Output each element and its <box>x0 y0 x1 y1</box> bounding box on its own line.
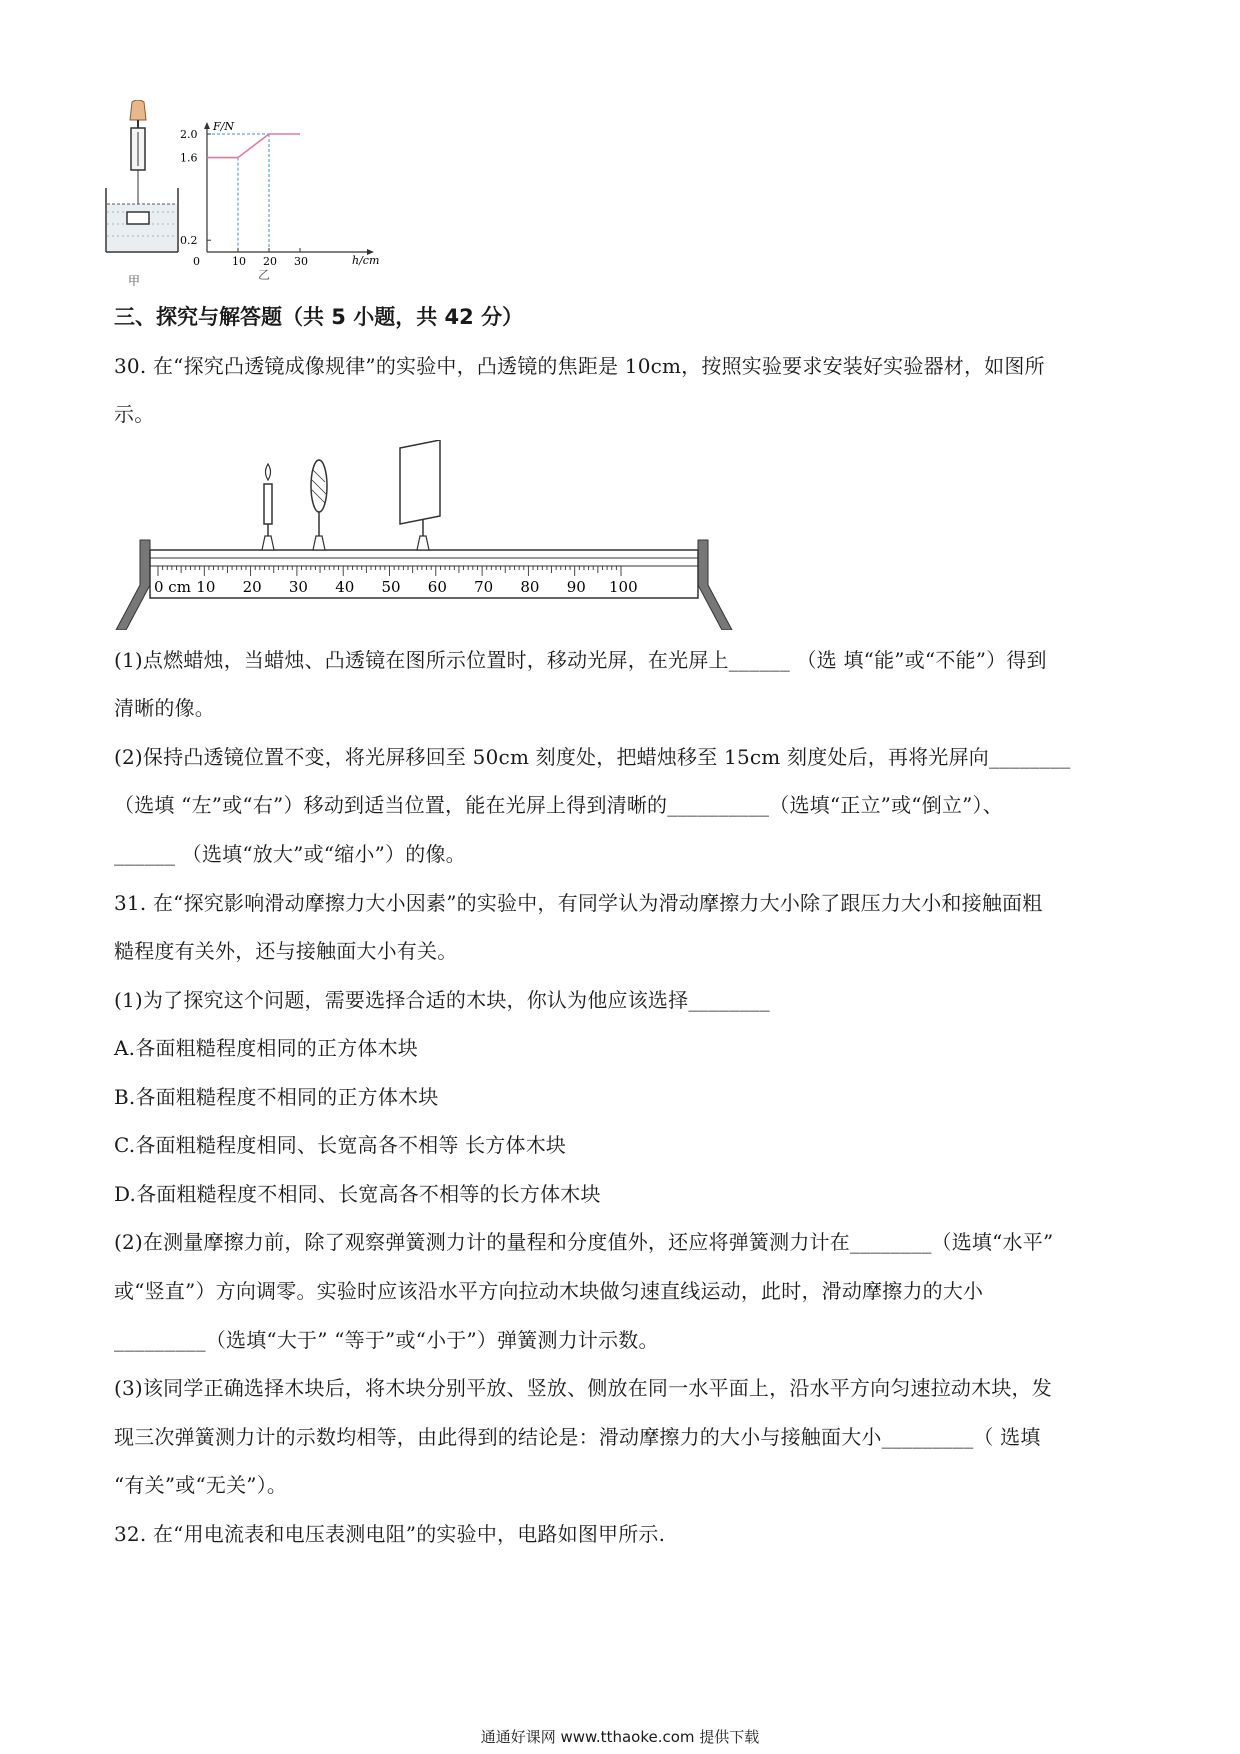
light-screen <box>400 440 440 550</box>
force-line <box>207 134 300 158</box>
bench-tick-label: 100 <box>609 578 638 596</box>
bench-tick-label: 50 <box>381 578 401 596</box>
q30-part2-line2: （选填 “左”或“右”）移动到适当位置，能在光屏上得到清晰的__________（选填“正立”或“倒立”）、 <box>114 793 1003 817</box>
q31-part3-line2: 现三次弹簧测力计的示数均相等，由此得到的结论是：滑动摩擦力的大小与接触面大小_________（ 选填 <box>114 1425 1041 1449</box>
q30-part1-line1: (1)点燃蜡烛，当蜡烛、凸透镜在图所示位置时，移动光屏，在光屏上______ （选 填“能”或“不能”）得到 <box>114 648 1047 672</box>
q31-stem-line2: 糙程度有关外，还与接触面大小有关。 <box>114 939 458 963</box>
bench-tick-label: 10 <box>196 578 216 596</box>
y-tick-label: 0.2 <box>180 234 198 248</box>
convex-lens <box>311 460 327 550</box>
section-heading: 三、探究与解答题（共 5 小题，共 42 分） <box>114 305 524 329</box>
y-axis-label: F/N <box>213 120 234 133</box>
q30-stem-line1: 30. 在“探究凸透镜成像规律”的实验中，凸透镜的焦距是 10cm，按照实验要求安装好实验器材，如图所 <box>114 354 1045 378</box>
q30-part1-line2: 清晰的像。 <box>114 696 215 720</box>
bench-tick-label: 20 <box>242 578 262 596</box>
q30-part2-line1: (2)保持凸透镜位置不变，将光屏移回至 50cm 刻度处，把蜡烛移至 15cm 刻度处后，再将光屏向________ <box>114 745 1071 769</box>
force-depth-graph <box>160 120 390 270</box>
page-footer: 通通好课网 www.tthaoke.com 提供下载 <box>480 1728 760 1746</box>
bench-tick-label: 30 <box>288 578 308 596</box>
bench-tick-label: 80 <box>520 578 540 596</box>
q31-option-c: C.各面粗糙程度相同、长宽高各不相等 长方体木块 <box>114 1133 567 1157</box>
candle <box>262 464 274 550</box>
figure-label-yi: 乙 <box>258 268 271 282</box>
q31-option-a: A.各面粗糙程度相同的正方体木块 <box>114 1036 419 1060</box>
y-tick-label: 1.6 <box>180 151 198 165</box>
q32-stem-line1: 32. 在“用电流表和电压表测电阻”的实验中，电路如图甲所示. <box>114 1522 666 1546</box>
q31-stem-line1: 31. 在“探究影响滑动摩擦力大小因素”的实验中，有同学认为滑动摩擦力大小除了跟压力大小和接触面粗 <box>114 891 1043 915</box>
x-tick-label: 10 <box>232 255 246 268</box>
q30-part2-line3: ______ （选填“放大”或“缩小”）的像。 <box>114 842 466 866</box>
q31-part1: (1)为了探究这个问题，需要选择合适的木块，你认为他应该选择________ <box>114 988 770 1012</box>
bench-tick-label: 70 <box>474 578 494 596</box>
x-tick-label: 30 <box>294 255 308 268</box>
bench-tick-label: 40 <box>335 578 355 596</box>
optical-bench-figure <box>110 440 750 630</box>
q31-part2-line1: (2)在测量摩擦力前，除了观察弹簧测力计的量程和分度值外，还应将弹簧测力计在________（选填“水平” <box>114 1230 1054 1254</box>
figure-label-jia: 甲 <box>128 274 141 288</box>
q31-part3-line1: (3)该同学正确选择木块后，将木块分别平放、竖放、侧放在同一水平面上，沿水平方向匀速拉动木块，发 <box>114 1376 1052 1400</box>
q30-stem-line2: 示。 <box>114 402 155 426</box>
q31-option-d: D.各面粗糙程度不相同、长宽高各不相等的长方体木块 <box>114 1182 601 1206</box>
x-axis-label: h/cm <box>352 254 380 267</box>
y-tick-label: 2.0 <box>180 128 198 141</box>
bench-tick-label: 60 <box>427 578 447 596</box>
x-tick-label: 20 <box>263 255 277 268</box>
x-tick-label: 0 <box>193 255 200 268</box>
bench-tick-label: 0 cm <box>154 578 191 596</box>
q31-part2-line2: 或“竖直”）方向调零。实验时应该沿水平方向拉动木块做匀速直线运动，此时，滑动摩擦力的大小 <box>114 1279 984 1303</box>
bench-tick-label: 90 <box>566 578 586 596</box>
q31-part2-line3: _________（选填“大于” “等于”或“小于”）弹簧测力计示数。 <box>114 1328 659 1352</box>
q31-part3-line3: “有关”或“无关”）。 <box>114 1473 288 1497</box>
q31-option-b: B.各面粗糙程度不相同的正方体木块 <box>114 1085 439 1109</box>
